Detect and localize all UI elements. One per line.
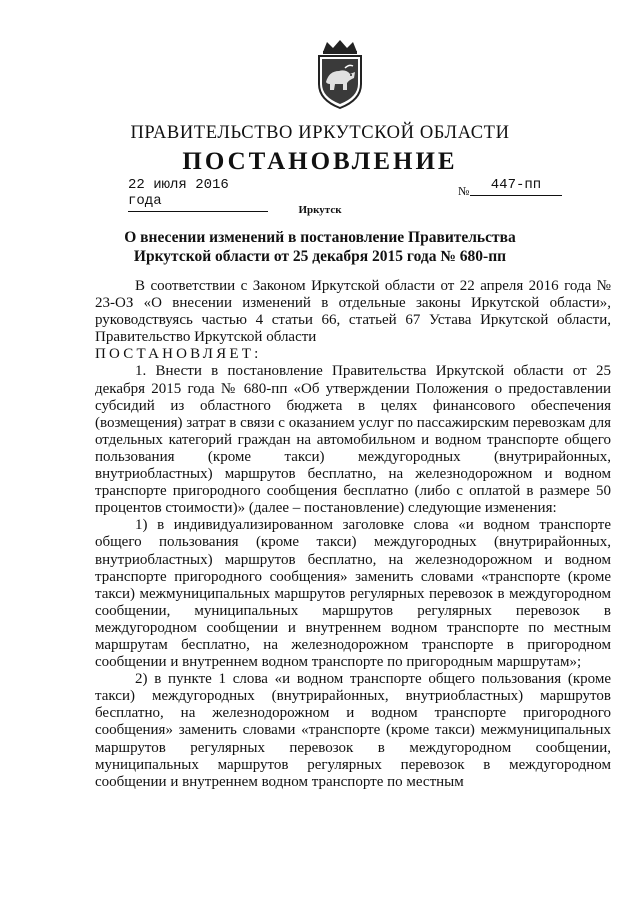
- document-number: 447-пп: [470, 177, 562, 196]
- document-type: ПОСТАНОВЛЕНИЕ: [182, 148, 458, 175]
- organization-name: ПРАВИТЕЛЬСТВО ИРКУТСКОЙ ОБЛАСТИ: [130, 123, 510, 143]
- item-1-paragraph: 1. Внести в постановление Правительства Иркутской области от 25 декабря 2015 года № 680-пп «Об утверждении Положения о предоставлении субсидий из областного бюджета в целях финансового обеспечения (возмещения) затрат в связи с оказанием услуг по пассажирским перевозкам для отдельных категорий граждан на автомобильном и водном транспорте общего пользования (кроме такси) междугородных (внутрирайонных, внутриобластных) маршрутов бесплатно, на железнодорожном и водном транспорте пригородного сообщения бесплатно (либо с оплатой в размере 50 процентов стоимости)» (далее – постановление) следующие изменения:: [95, 363, 611, 517]
- subitem-1-paragraph: 1) в индивидуализированном заголовке слова «и водном транспорте общего пользования (кроме такси) междугородных (внутрирайонных, внутриобластных) маршрутов бесплатно, на железнодорожном и водном транспорте пригородного сообщения» заменить словами «транспорте (кроме такси) межмуниципальных маршрутов регулярных перевозок в междугородном сообщении, муниципальных маршрутов регулярных перевозок в междугородном сообщении и внутреннем водном транспорте по местным маршрутам бесплатно, на железнодорожном транспорте в пригородном сообщении и внутреннем водном транспорте по пригородным маршрутам»;: [95, 517, 611, 671]
- resolve-heading: ПОСТАНОВЛЯЕТ:: [95, 346, 262, 363]
- preamble-paragraph: В соответствии с Законом Иркутской области от 22 апреля 2016 года № 23-ОЗ «О внесении изменений в отдельные законы Иркутской области», руководствуясь частью 4 статьи 66, статьей 67 Устава Иркутской области, Правительство Иркутской области: [95, 278, 611, 346]
- number-label: №: [458, 184, 470, 198]
- document-title: О внесении изменений в постановление Правительства Иркутской области от 25 декабря 2015 года № 680-пп: [124, 229, 516, 265]
- document-date: 22 июля 2016 года: [128, 177, 268, 212]
- city-name: Иркутск: [298, 204, 342, 216]
- coat-of-arms-icon: [309, 38, 371, 110]
- subitem-2-paragraph: 2) в пункте 1 слова «и водном транспорте общего пользования (кроме такси) междугородных (внутрирайонных, внутриобластных) маршрутов бесплатно, на железнодорожном и водном транспорте пригородного сообщения» заменить словами «транспорте (кроме такси) межмуниципальных маршрутов регулярных перевозок в междугородном сообщении, муниципальных маршрутов регулярных перевозок в междугородном сообщении и внутреннем водном транспорте по местным: [95, 671, 611, 790]
- document-body: [95, 278, 611, 791]
